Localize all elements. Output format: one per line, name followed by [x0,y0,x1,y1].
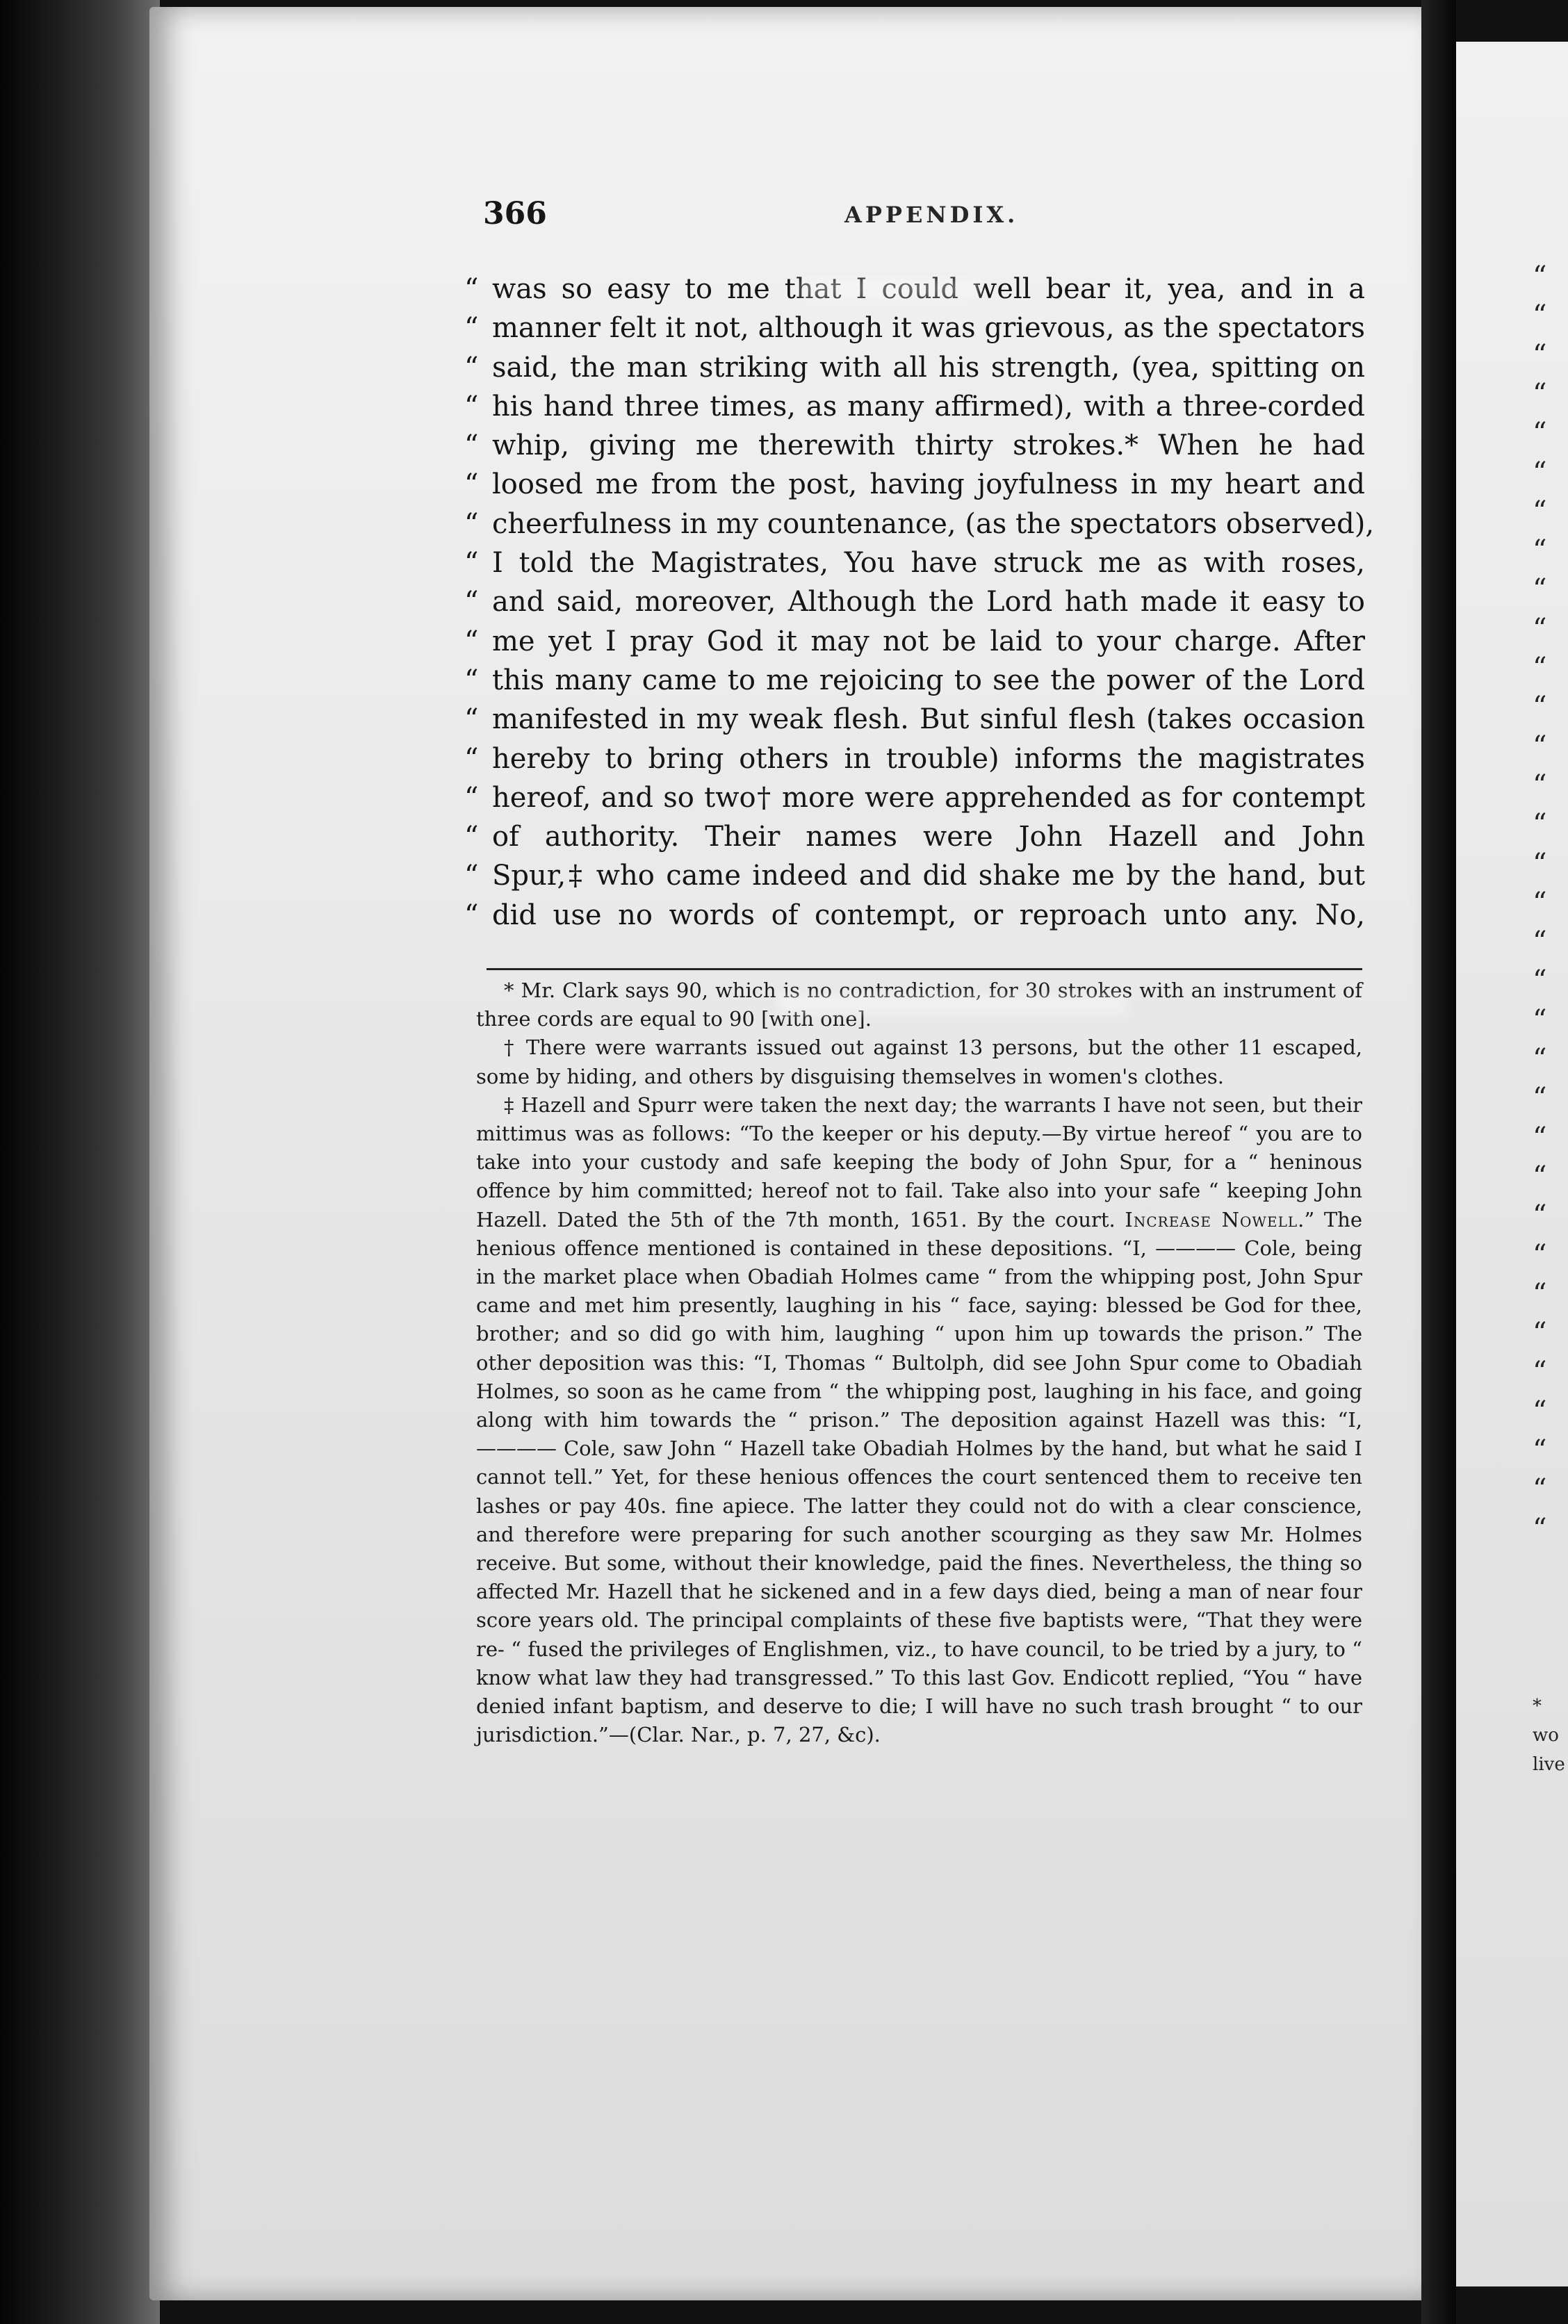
quote-mark: “ [464,468,479,501]
footnotes-block [476,976,1362,1749]
text-line [464,661,1365,700]
adjacent-quote-mark: “ [1533,534,1547,567]
main-text-block [464,270,1375,935]
quote-mark: “ [464,429,479,462]
text-line [464,778,1365,817]
text-line [464,896,1365,935]
adjacent-text-fragment: live [1533,1754,1565,1775]
page-gutter [1421,0,1456,2324]
text-line [464,465,1365,504]
adjacent-quote-mark: “ [1533,730,1547,762]
quote-mark: “ [464,821,479,853]
footnote-2: † There were warrants issued out against 13 persons, but the other 11 escaped, some by hiding, and others by disguising themselves in women's clothes. [476,1036,1362,1088]
adjacent-quote-mark: “ [1533,261,1547,293]
adjacent-page-edge [1456,42,1568,2286]
text-line [464,309,1365,347]
scan-smudge [778,994,1126,1015]
text-line-content: Spur,‡ who came indeed and did shake me by the hand, but [492,860,1365,892]
quote-mark: “ [464,703,479,736]
footnote-3-part-a: ‡ Hazell and Spurr were taken the next day; the warrants I have not seen, but their mittimus was as follows: “To the keeper or his deputy.—By virtue hereof “ you are to take into your custody and safe keeping the body of John Spur, for a “ heninous offence by him committed; hereof not to fail. Take also into your safe “ keeping John Hazell. Dated the 5th of the 7th month, 1651. By the court. [476,1093,1362,1231]
text-line [464,622,1365,661]
adjacent-quote-mark: “ [1533,495,1547,527]
adjacent-quote-mark: “ [1533,1200,1547,1232]
quote-mark: “ [464,273,479,305]
text-line [464,505,1375,543]
text-line-content: said, the man striking with all his strength, (yea, spitting on [492,351,1365,384]
adjacent-quote-mark: “ [1533,691,1547,723]
book-binding-left [0,0,160,2324]
quote-mark: “ [464,547,479,580]
text-line-content: cheerfulness in my countenance, (as the spectators observed), [492,507,1375,540]
adjacent-quote-mark: “ [1533,808,1547,841]
text-line [464,817,1365,856]
adjacent-quote-mark: “ [1533,652,1547,684]
adjacent-quote-mark: “ [1533,612,1547,645]
text-line-content: manner felt it not, although it was grievous, as the spectators [492,312,1365,345]
adjacent-quote-mark: “ [1533,965,1547,997]
text-line-content: and said, moreover, Although the Lord hath made it easy to [492,586,1365,619]
quote-mark: “ [464,899,479,931]
text-line-content: I told the Magistrates, You have struck me as with roses, [492,547,1365,580]
text-line-content: me yet I pray God it may not be laid to your charge. After [492,625,1365,657]
adjacent-quote-mark: “ [1533,1356,1547,1389]
adjacent-quote-mark: “ [1533,1082,1547,1115]
text-line-content: hereby to bring others in trouble) informs the magistrates [492,742,1365,775]
adjacent-quote-mark: “ [1533,1238,1547,1271]
text-line-content: was so easy to me that I could well bear it, yea, and in a [492,273,1365,305]
adjacent-quote-mark: “ [1533,1434,1547,1466]
adjacent-quote-mark: “ [1533,1317,1547,1350]
scan-smudge [799,278,980,299]
adjacent-quote-mark: “ [1533,300,1547,332]
footnote-3 [476,1091,1362,1750]
footnote-3-signature: Increase Nowell [1125,1207,1298,1231]
adjacent-quote-mark: “ [1533,338,1547,371]
adjacent-quote-mark: “ [1533,886,1547,919]
quote-mark: “ [464,351,479,384]
text-line-content: whip, giving me therewith thirty strokes.* When he had [492,429,1365,462]
text-line [464,543,1365,582]
running-head: APPENDIX. [844,202,1019,228]
adjacent-quote-mark: “ [1533,1121,1547,1154]
quote-mark: “ [464,860,479,892]
quote-mark: “ [464,507,479,540]
text-line-content: his hand three times, as many affirmed), with a three-corded [492,390,1365,423]
page-number: 366 [483,196,547,231]
quote-mark: “ [464,781,479,814]
footnote-3-part-b: .” The henious offence mentioned is contained in these depositions. “I, ———— Cole, being in the market place when Obadiah Holmes came “ from the whipping post, John Spur came and met him presently, laughing in his “ face, saying: blessed be God for thee, brother; and so did go with him, laughing “ upon him up towards the prison.” The other deposition was this: “I, Thomas “ Bultolph, did see John Spur come to Obadiah Holmes, so soon as he came from “ the whipping post, laughing in his face, and going along with him towards the “ prison.” The deposition against Hazell was this: “I, ———— Cole, saw John “ Hazell take Obadiah Holmes by the hand, but what he said I cannot tell.” Yet, for these henious offences the court sentenced them to receive ten lashes or pay 40s. fine apiece. The latter they could not do with a clear conscience, and therefore were preparing for such another scourging as they saw Mr. Holmes receive. But some, without their knowledge, paid the fines. Nevertheless, the thing so affected Mr. Hazell that he sickened and in a few days died, being a man of near four score years old. The principal complaints of these five baptists were, “That they were re- “ fused the privileges of Englishmen, viz., to have council, to be tried by a jury, to “ know what law they had transgressed.” To this last Gov. Endicott replied, “You “ have denied infant baptism, and deserve to die; I will have no such trash brought “ to our jurisdiction.”—(Clar. Nar., p. 7, 27, &c). [476,1207,1363,1747]
quote-mark: “ [464,586,479,619]
adjacent-quote-mark: “ [1533,417,1547,450]
text-line [464,856,1365,895]
adjacent-quote-mark: “ [1533,377,1547,410]
adjacent-quote-mark: “ [1533,769,1547,801]
quote-mark: “ [464,742,479,775]
adjacent-quote-mark: “ [1533,1473,1547,1506]
text-line-content: of authority. Their names were John Hazell and John [492,821,1365,853]
quote-mark: “ [464,312,479,345]
text-line [464,348,1365,387]
adjacent-quote-mark: “ [1533,456,1547,489]
text-line-content: hereof, and so two† more were apprehended as for contempt [492,781,1365,814]
adjacent-quote-mark: “ [1533,1160,1547,1193]
text-line [464,426,1365,465]
text-line-content: loosed me from the post, having joyfulness in my heart and [492,468,1365,501]
adjacent-quote-mark: “ [1533,847,1547,880]
page-header [483,196,1394,245]
adjacent-quote-mark: “ [1533,926,1547,958]
quote-mark: “ [464,625,479,657]
adjacent-quote-mark: “ [1533,1277,1547,1310]
adjacent-text-fragment: wo [1533,1725,1559,1746]
text-line [464,700,1365,739]
adjacent-quote-mark: “ [1533,1395,1547,1427]
text-line-content: did use no words of contempt, or reproach unto any. No, [492,899,1365,931]
text-line [464,739,1365,778]
adjacent-quote-mark: “ [1533,1512,1547,1545]
text-line-content: manifested in my weak flesh. But sinful flesh (takes occasion [492,703,1365,736]
text-line [464,387,1365,426]
text-line [464,582,1365,621]
footnote-rule [487,968,1362,970]
quote-mark: “ [464,390,479,423]
adjacent-quote-mark: “ [1533,1043,1547,1075]
adjacent-text-fragment: * [1533,1696,1542,1717]
adjacent-quote-mark: “ [1533,1004,1547,1036]
text-line-content: this many came to me rejoicing to see the power of the Lord [492,664,1365,696]
adjacent-quote-mark: “ [1533,573,1547,606]
footnote-1: * Mr. Clark says 90, which is no contradiction, for 30 strokes with an instrument of three cords are equal to 90 [with one]. [476,979,1362,1031]
quote-mark: “ [464,664,479,696]
